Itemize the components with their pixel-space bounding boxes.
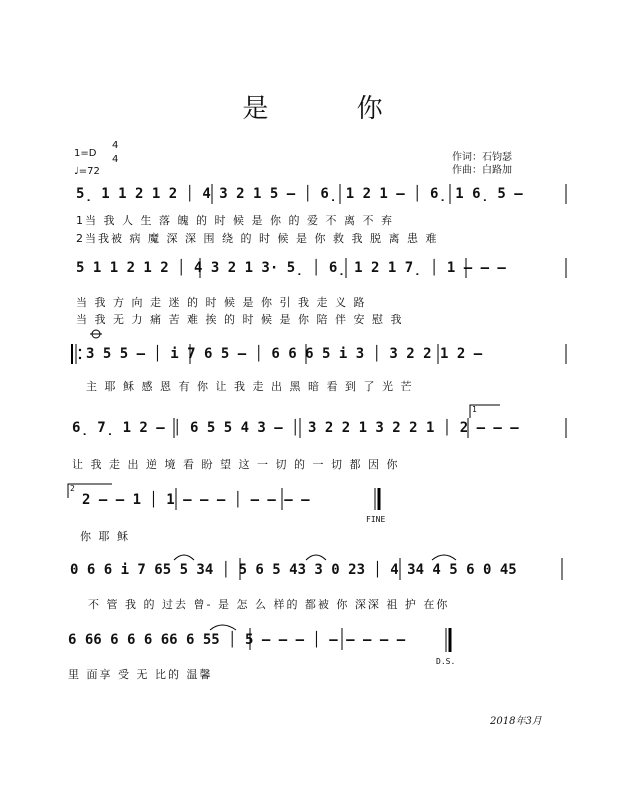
volta-2-marker: 2 [70,484,75,493]
key-signature: 1=D [74,148,97,159]
lyric-line: 1当 我 人 生 落 魄 的 时 候 是 你 的 爱 不 离 不 弃 [76,214,394,227]
composer-credit: 作曲：白路加 [452,165,512,176]
lyric-line: 当 我 无 力 痛 苦 难 挨 的 时 候 是 你 陪 伴 安 慰 我 [76,313,404,326]
ds-marker: D.S. [436,657,456,666]
notation-row: 5̣ 1 1 2 1 2 │ 4 3 2 1 5 – │ 6̣ 1 2 1 – │ 6̣ 1 6̣ 5 – [76,186,523,202]
date-stamp: 2018年3月 [490,716,542,727]
volta-1-marker: 1 [472,405,477,414]
lyricist-credit: 作词：石钧瑟 [452,152,512,163]
time-signature-numerator: 4 [112,140,119,151]
notation-row: 2 – – 1 │ 1 – – – │ – – – – [82,492,310,508]
lyric-line: 让 我 走 出 逆 境 看 盼 望 这 一 切 的 一 切 都 因 你 [72,458,400,471]
notation-row: 5 1 1 2 1 2 │ 4 3 2 1 3· 5̣ │ 6̣ 1 2 1 7̣ │ 1 – – – [76,260,506,276]
notation-row: 0 6 6 i 7 65 5 34 │ 5 6 5 43 3 0 23 │ 4 34 4 5 6 0 45 [70,562,517,578]
notation-row: 6̣ 7̣ 1 2 – │ 6 5 5 4 3 – │ 3 2 2 1 3 2 2 1 │ 2 – – – [72,420,519,436]
notation-row: 6 66 6 6 6 66 6 55 │ 5 – – – │ – – – – – [68,632,406,648]
lyric-line: 你 耶 稣 [80,530,130,543]
lyric-line: 主 耶 稣 感 恩 有 你 让 我 走 出 黑 暗 看 到 了 光 芒 [86,380,414,393]
tempo-mark: ♩=72 [74,166,100,177]
lyric-line: 里 面享 受 无 比的 温馨 [68,668,213,681]
song-title: 是 你 [242,94,423,124]
fine-marker: FINE [366,515,386,524]
lyric-line: 当 我 方 向 走 迷 的 时 候 是 你 引 我 走 义 路 [76,296,367,309]
lyric-line: 不 管 我 的 过去 曾- 是 怎 么 样的 都被 你 深深 祖 护 在你 [88,598,450,611]
lyric-line: 2当我被 病 魔 深 深 围 绕 的 时 候 是 你 救 我 脱 离 患 难 [76,232,439,245]
notation-row: 3 5 5 – │ i 7 6 5 – │ 6 6 6 5 i 3 │ 3 2 2 1 2 – [86,346,483,362]
time-signature-denominator: 4 [112,154,119,165]
